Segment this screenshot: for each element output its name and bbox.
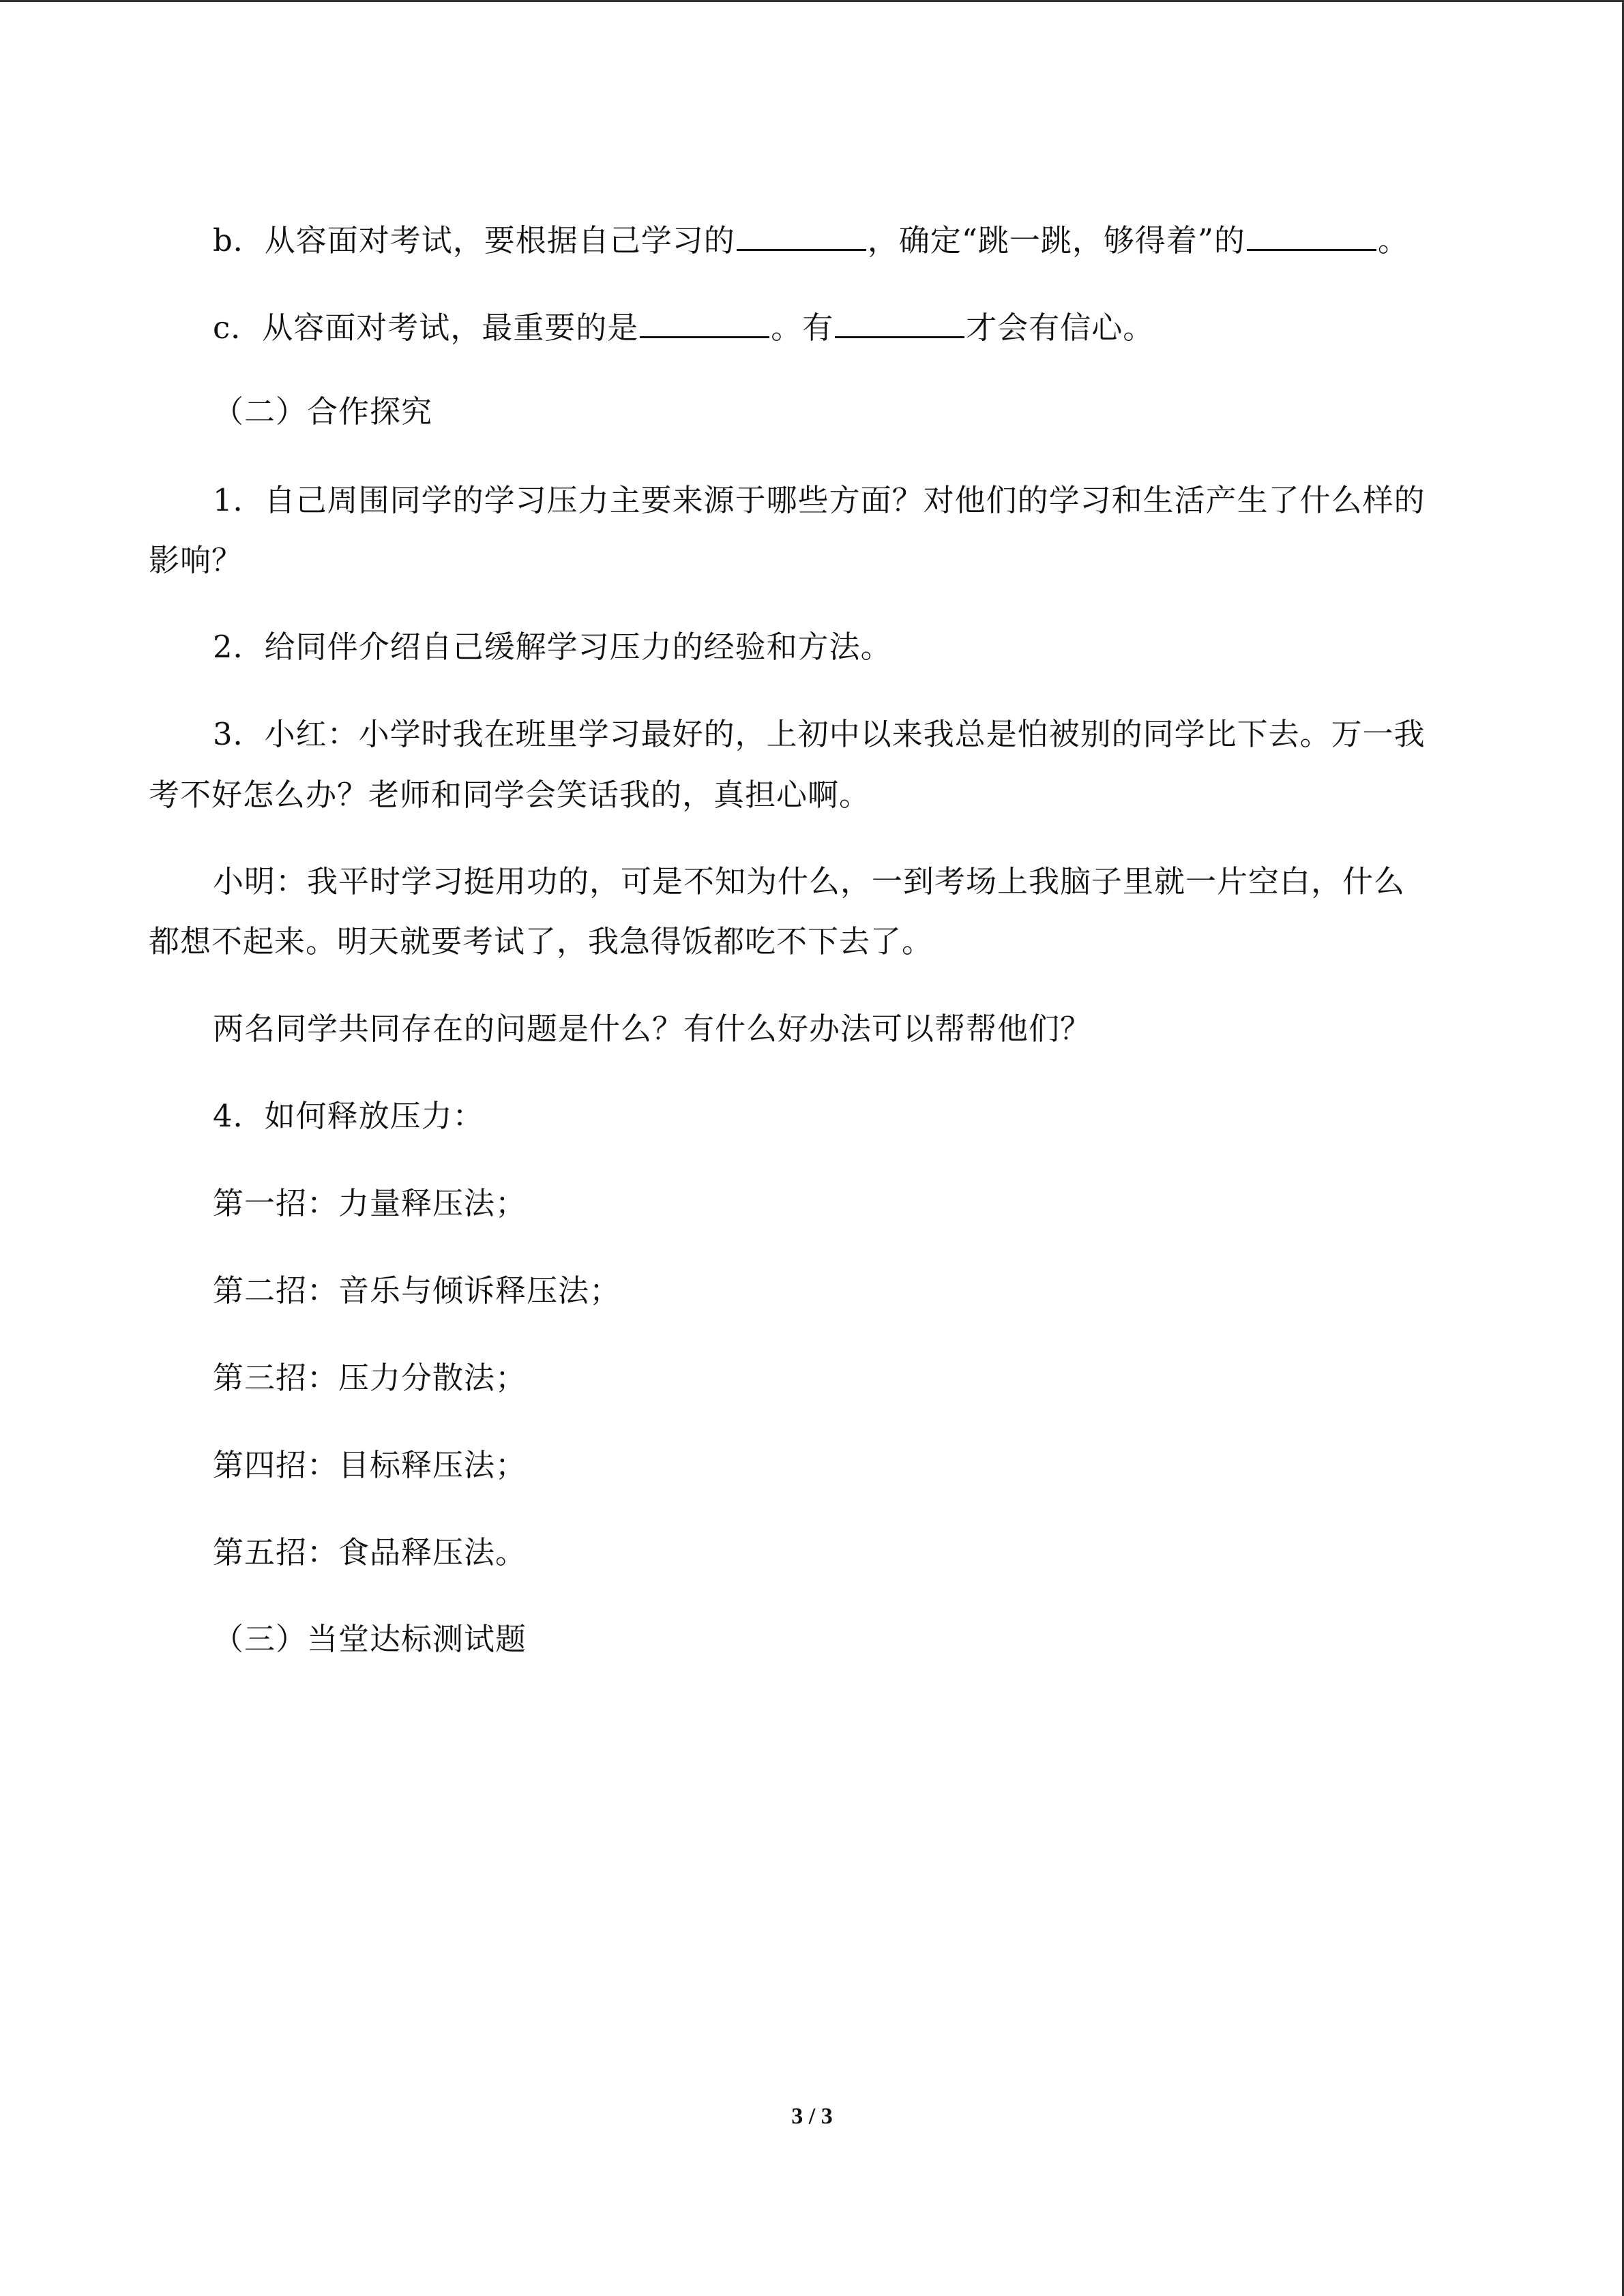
section-heading-in-class-test: （三）当堂达标测试题 xyxy=(213,1621,527,1657)
fill-blank xyxy=(1247,219,1376,251)
question-c xyxy=(213,306,1154,347)
tip-5: 第五招：食品释压法。 xyxy=(213,1534,527,1570)
question-b-text-3: 。 xyxy=(1377,222,1409,258)
tip-2: 第二招：音乐与倾诉释压法； xyxy=(213,1272,621,1309)
item-1-line-2: 影响？ xyxy=(149,542,243,578)
question-b-text-2: ，确定“跳一跳，够得着”的 xyxy=(867,222,1245,258)
fill-blank xyxy=(835,306,964,338)
tip-4: 第四招：目标释压法； xyxy=(213,1447,527,1483)
xiaoming-line-1: 小明：我平时学习挺用功的，可是不知为什么，一到考场上我脑子里就一片空白，什么 xyxy=(213,863,1406,899)
item-1-line-1: 1．自己周围同学的学习压力主要来源于哪些方面？对他们的学习和生活产生了什么样的 xyxy=(213,482,1426,518)
question-b xyxy=(213,219,1409,260)
fill-blank xyxy=(640,306,769,338)
page-number: 3 / 3 xyxy=(791,2104,833,2129)
fill-blank xyxy=(737,219,866,251)
section-heading-cooperative-inquiry: （二）合作探究 xyxy=(213,393,433,430)
tip-3: 第三招：压力分散法； xyxy=(213,1360,527,1396)
question-c-text-1: c．从容面对考试，最重要的是 xyxy=(213,310,639,346)
question-c-text-3: 才会有信心。 xyxy=(966,310,1155,346)
item-3-line-2: 考不好怎么办？老师和同学会笑话我的，真担心啊。 xyxy=(149,777,871,813)
item-2: 2．给同伴介绍自己缓解学习压力的经验和方法。 xyxy=(213,629,892,665)
tip-1: 第一招：力量释压法； xyxy=(213,1185,527,1221)
xiaoming-line-2: 都想不起来。明天就要考试了，我急得饭都吃不下去了。 xyxy=(149,923,934,959)
item-4: 4．如何释放压力： xyxy=(213,1098,484,1134)
item-3-line-1: 3．小红：小学时我在班里学习最好的，上初中以来我总是怕被别的同学比下去。万一我 xyxy=(213,716,1426,752)
question-c-text-2: 。有 xyxy=(771,310,834,346)
discussion-question: 两名同学共同存在的问题是什么？有什么好办法可以帮帮他们？ xyxy=(213,1011,1092,1047)
question-b-text-1: b．从容面对考试，要根据自己学习的 xyxy=(213,222,735,258)
